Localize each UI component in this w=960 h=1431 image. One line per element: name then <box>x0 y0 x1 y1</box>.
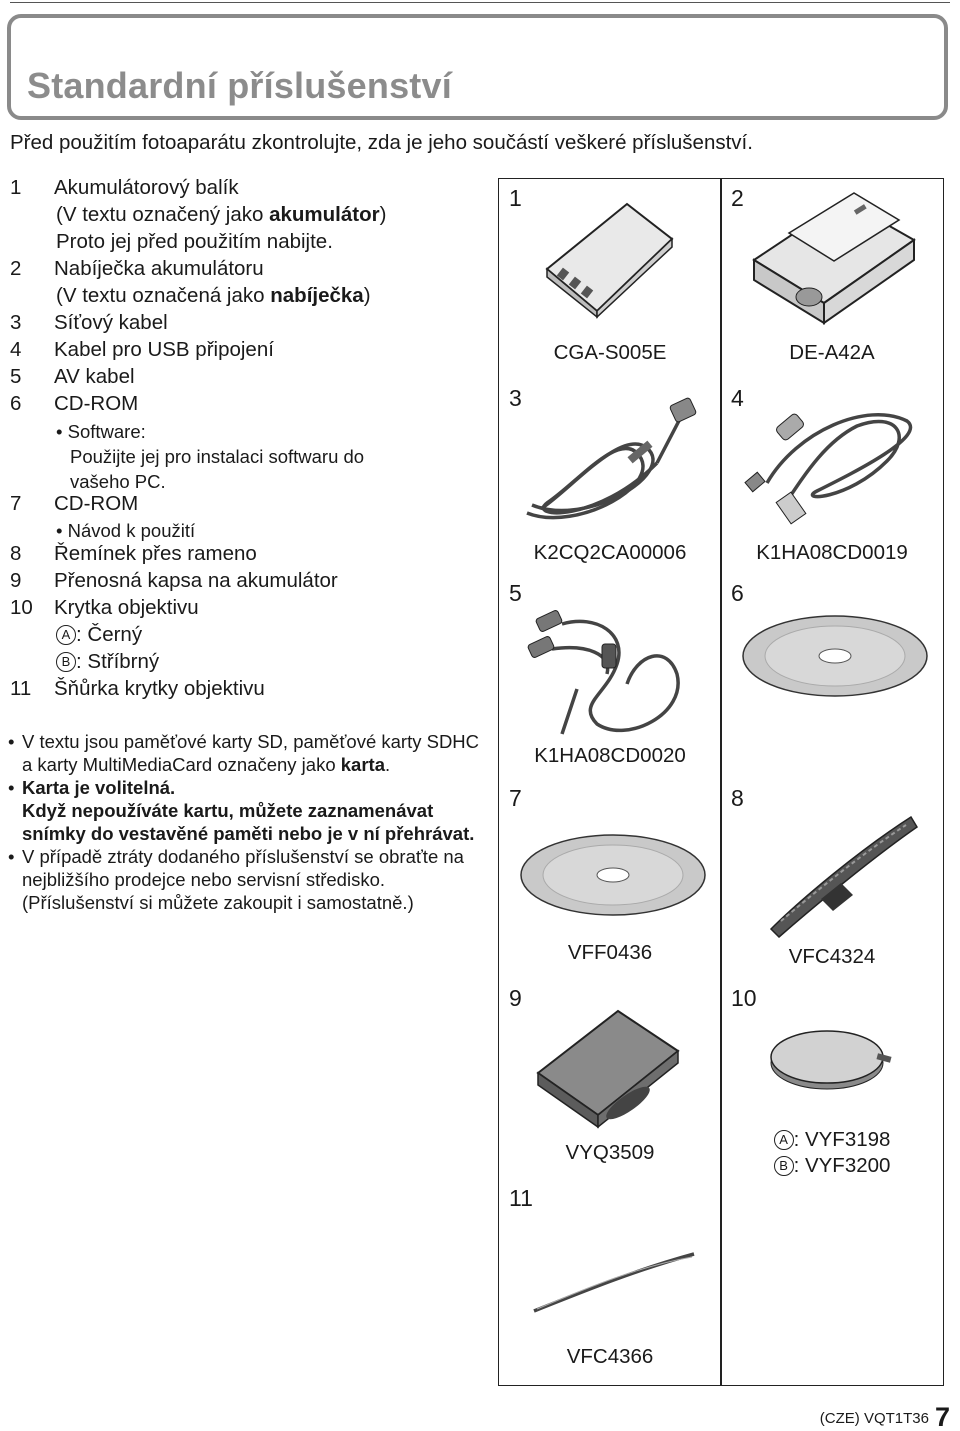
usb-cable-icon <box>737 391 937 531</box>
cell-charger: 2 DE-A42A <box>721 179 943 379</box>
circled-b-icon: B <box>56 652 76 672</box>
battery-icon <box>537 199 677 319</box>
cell-cd-rom-software: 6 <box>721 574 943 779</box>
page-footer: (CZE) VQT1T36 7 <box>819 1402 950 1431</box>
cell-lens-cap: 10 A : VYF3198 B : VYF3200 <box>721 979 943 1179</box>
note-cards: • V textu jsou paměťové karty SD, paměťové karty SDHC a karty MultiMediaCard označeny jako karta. <box>8 731 480 775</box>
cell-battery: 1 CGA-S005E <box>499 179 721 379</box>
page-title: Standardní příslušenství <box>27 65 452 106</box>
cell-shoulder-strap: 8 VFC4324 <box>721 779 943 979</box>
circled-b-icon: B <box>774 1156 794 1176</box>
lens-cap-icon <box>765 1019 895 1099</box>
charger-icon <box>749 185 919 330</box>
shoulder-strap-icon <box>761 809 921 939</box>
accessory-grid <box>498 178 944 1386</box>
intro-text: Před použitím fotoaparátu zkontrolujte, zda je jeho součástí veškeré příslušenství. <box>10 131 753 154</box>
cell-power-cable: 3 K2CQ2CA00006 <box>499 379 721 574</box>
note-optional-card: • Karta je volitelná. Když nepoužíváte kartu, můžete zaznamenávat snímky do vestavěné paměti nebo je v ní přehrávat. <box>8 777 475 844</box>
page-number: 7 <box>934 1402 950 1431</box>
cell-av-cable: 5 K1HA08CD0020 <box>499 574 721 779</box>
cd-rom-icon <box>735 604 935 704</box>
lens-cap-string-icon <box>529 1249 699 1319</box>
cd-rom-icon <box>513 823 713 923</box>
title-box <box>7 14 948 120</box>
battery-case-icon <box>533 1003 683 1133</box>
note-loss: • V případě ztráty dodaného příslušenství se obraťte na nejbližšího prodejce nebo servisní středisko. (Příslušenství si můžete zakoupit i samostatně.) <box>8 846 464 913</box>
cell-cd-rom-manual: 7 VFF0436 <box>499 779 721 979</box>
cell-lens-cap-string: 11 VFC4366 <box>499 1179 721 1385</box>
av-cable-icon <box>517 594 707 744</box>
circled-a-icon: A <box>56 625 76 645</box>
cell-usb-cable: 4 K1HA08CD0019 <box>721 379 943 574</box>
power-cable-icon <box>517 393 707 533</box>
circled-a-icon: A <box>774 1130 794 1150</box>
notes <box>8 730 488 914</box>
cell-battery-case: 9 VYQ3509 <box>499 979 721 1179</box>
top-rule <box>10 2 950 3</box>
